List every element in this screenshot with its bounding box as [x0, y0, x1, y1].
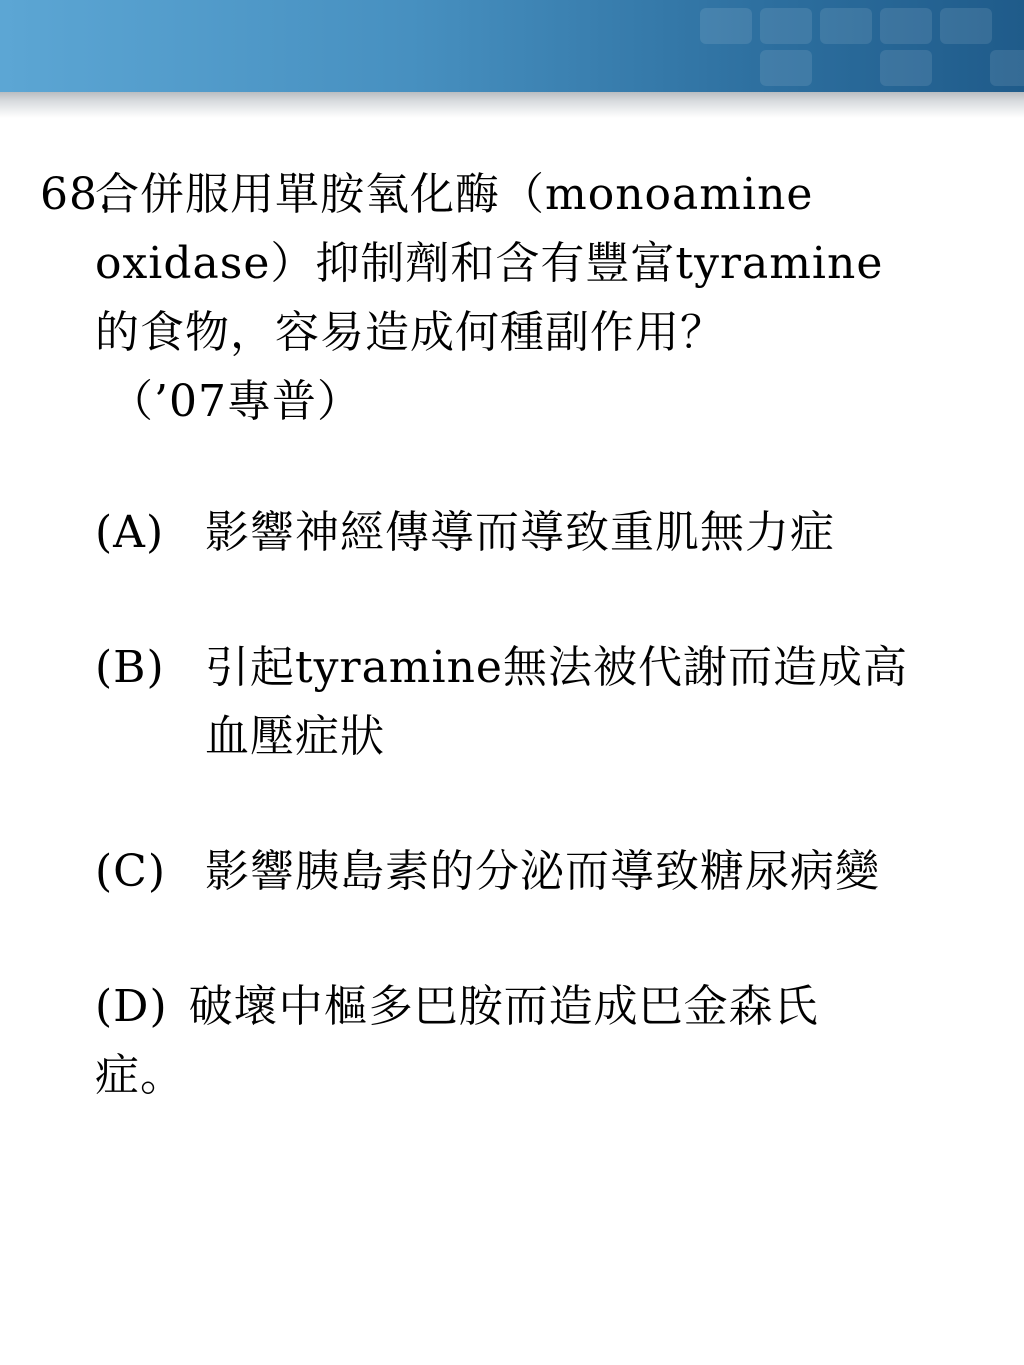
option-d: [95, 972, 1010, 1110]
option-text: 血壓症狀: [205, 711, 385, 762]
option-text: 破壞中樞多巴胺而造成巴金森氏: [188, 981, 819, 1032]
option-text: 引起tyramine無法被代謝而造成高: [205, 642, 908, 693]
question: [40, 160, 1010, 436]
option-text: 症。: [95, 1050, 185, 1101]
option-text: 影響神經傳導而導致重肌無力症: [205, 507, 835, 558]
header-decor-tile: [990, 50, 1024, 86]
slide-content: [40, 160, 1010, 1176]
option-text: 影響胰島素的分泌而導致糖尿病變: [205, 846, 880, 897]
header-decor-tile: [760, 50, 812, 86]
question-number: 68.: [40, 169, 113, 220]
question-line: 的食物，容易造成何種副作用？: [95, 307, 725, 358]
header-shadow: [0, 92, 1024, 118]
option-a: [95, 498, 1010, 567]
header-decor-tile: [880, 50, 932, 86]
answer-options: [40, 498, 1010, 1110]
header-banner: [0, 0, 1024, 92]
option-letter: (A): [95, 507, 165, 558]
option-c: [95, 837, 1010, 906]
header-decor-tile: [880, 8, 932, 44]
option-letter: (C): [95, 846, 166, 897]
header-decor-tile: [820, 8, 872, 44]
header-decor-tile: [940, 8, 992, 44]
question-line: 合併服用單胺氧化酶（monoamine: [95, 169, 814, 220]
header-decor-tile: [700, 8, 752, 44]
option-letter: (D): [95, 981, 168, 1032]
header-decor-tile: [760, 8, 812, 44]
question-line: oxidase）抑制劑和含有豐富tyramine: [95, 238, 884, 289]
question-source: （’07專普）: [109, 376, 362, 427]
option-letter: (B): [95, 642, 165, 693]
option-b: [95, 633, 1010, 771]
